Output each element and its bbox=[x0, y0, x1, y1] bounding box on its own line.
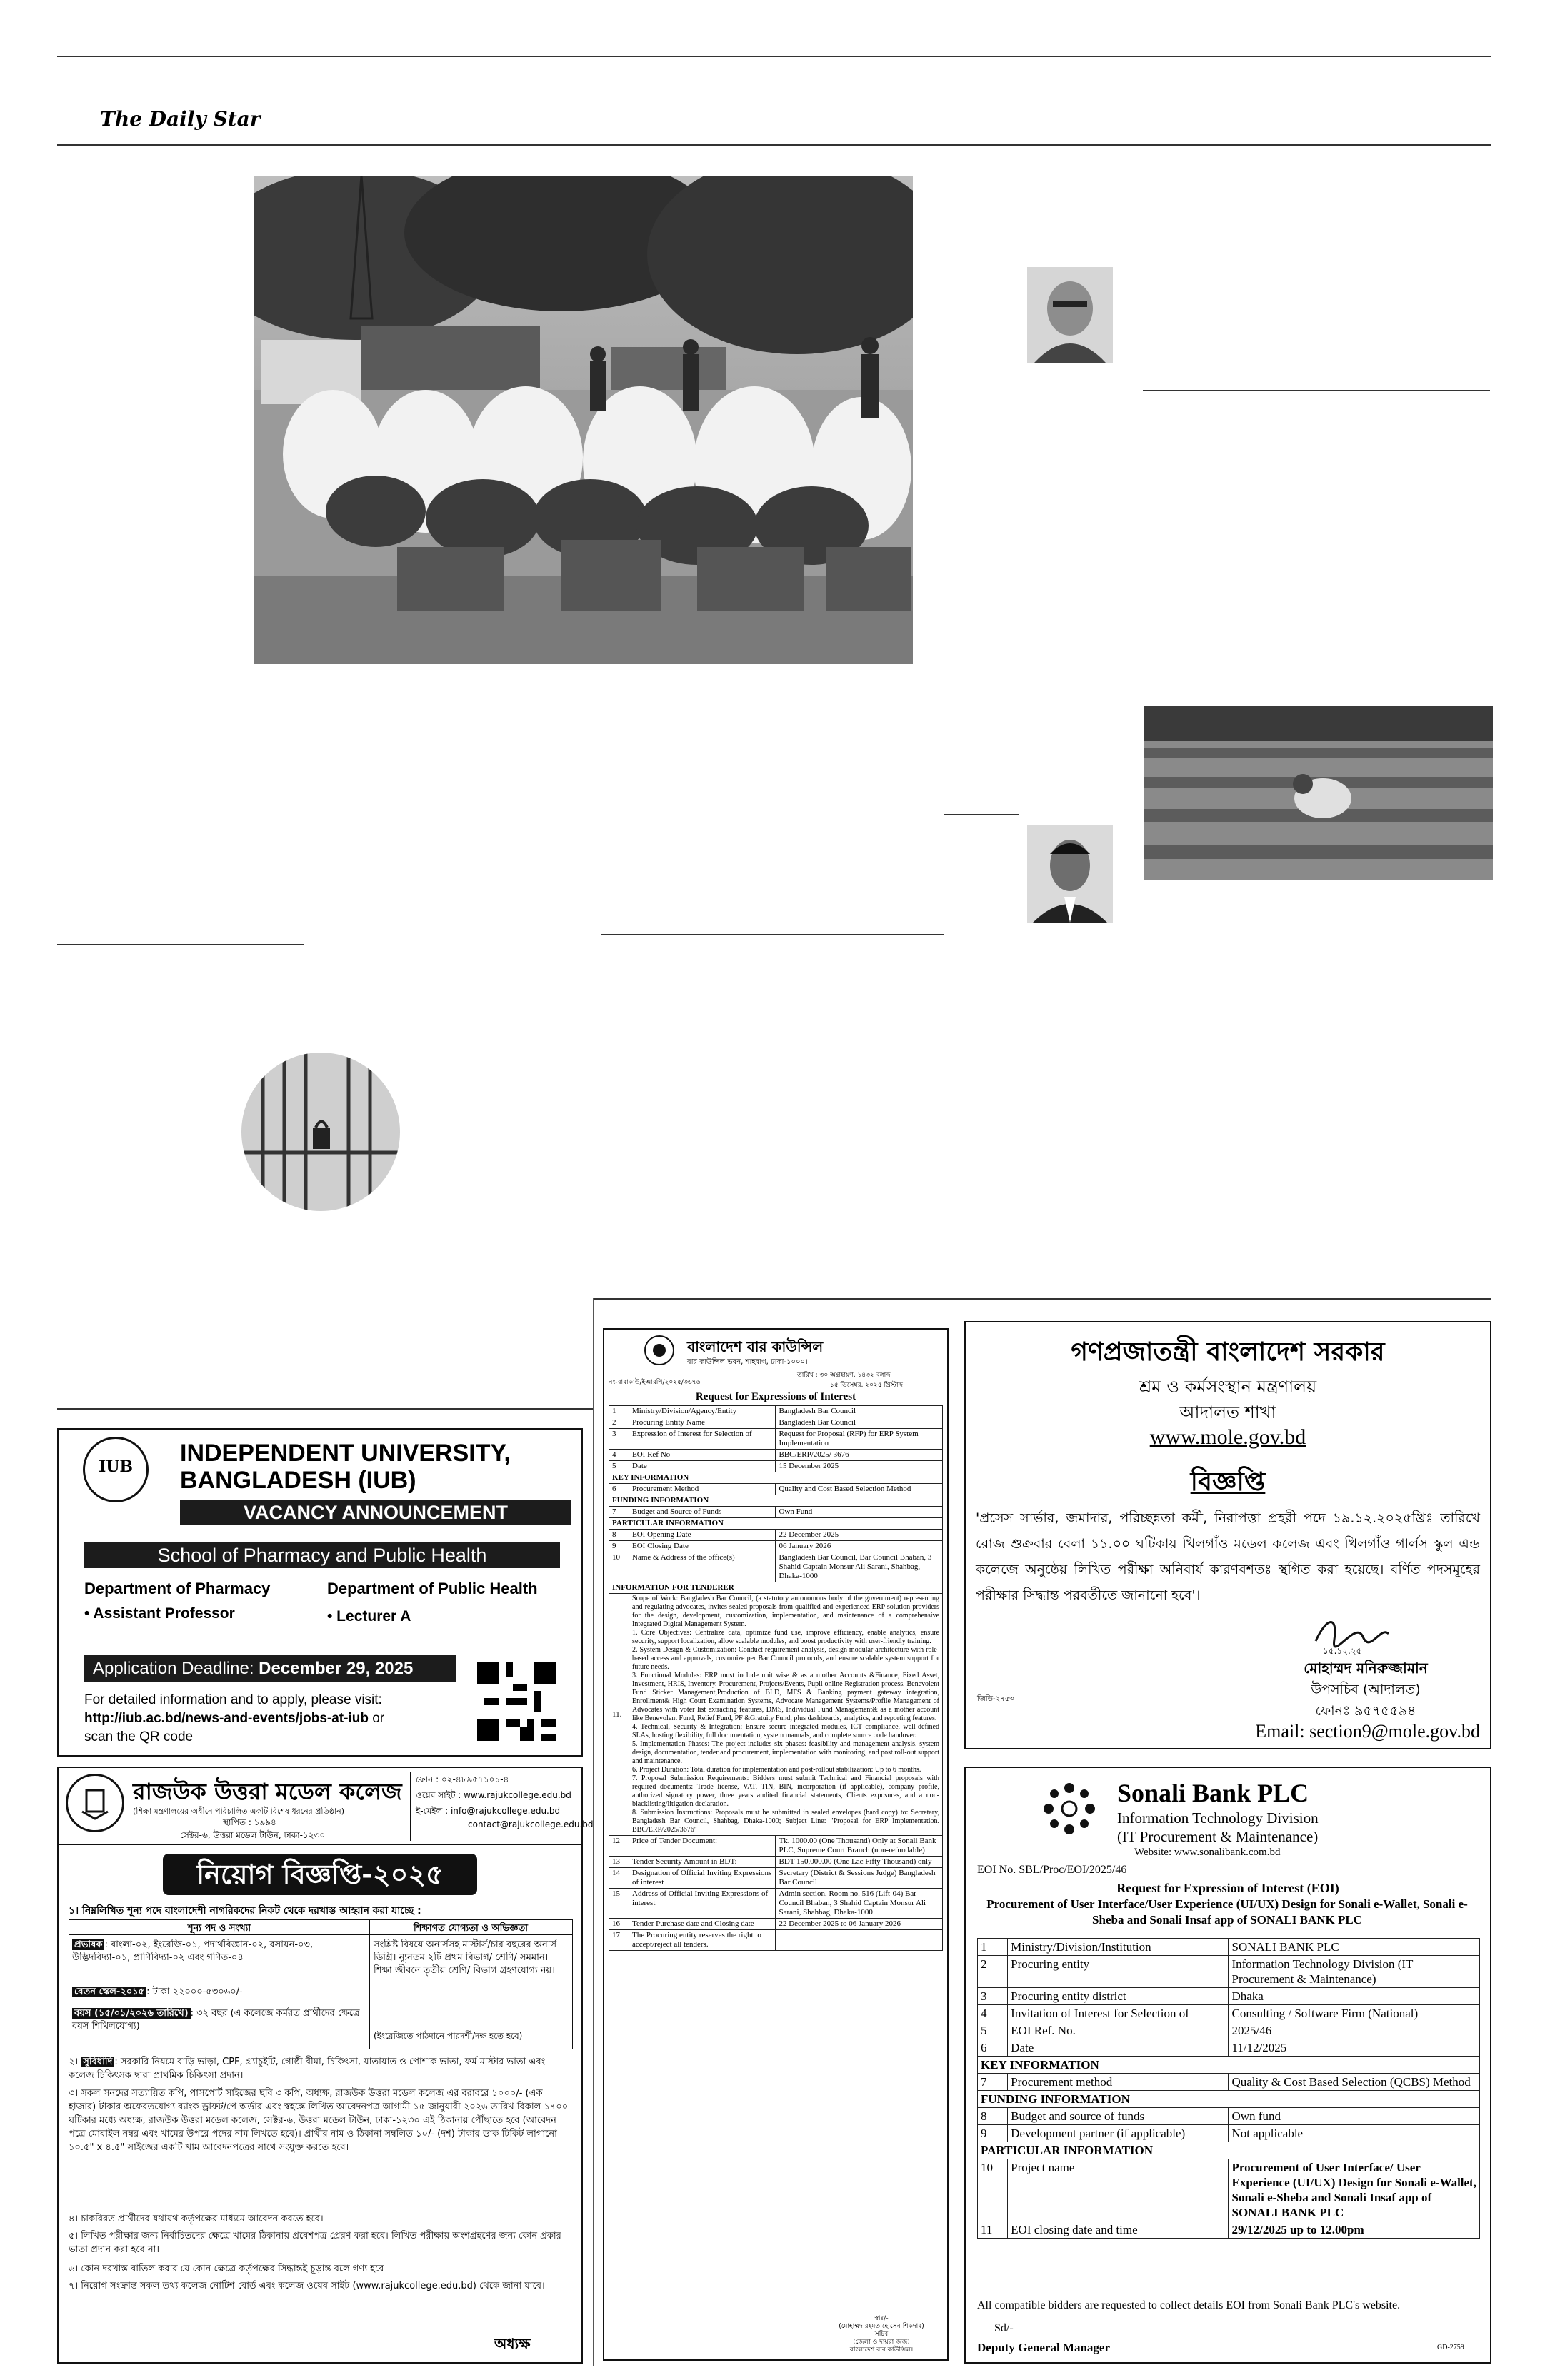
rajuk-col2-head: শিক্ষাগত যোগ্যতা ও অভিজ্ঞতা bbox=[413, 1923, 529, 1934]
row-label: Tender Purchase date and Closing date bbox=[629, 1919, 776, 1930]
row-label: Ministry/Division/Agency/Entity bbox=[629, 1406, 776, 1417]
row-label: Procurement method bbox=[1008, 2074, 1229, 2091]
mole-government: গণপ্রজাতন্ত্রী বাংলাদেশ সরকার bbox=[1071, 1337, 1385, 1367]
rajuk-benefits-number: ২। bbox=[69, 2057, 81, 2067]
table-row bbox=[609, 1930, 943, 1951]
sig-line-5: বাংলাদেশ বার কাউন্সিল। bbox=[849, 2346, 914, 2354]
scope-item: 5. Implementation Phases: The project includes six phases: feasibility and management analysis, system design, documentation, tender and procurement, implementation with monitoring, and post roll-out support and maintenance. bbox=[632, 1740, 939, 1765]
bar-council-date-bn: তারিখ : ৩০ অগ্রহায়ণ, ১৪৩২ বঙ্গাব্দ bbox=[797, 1372, 891, 1379]
sonali-bank-sd: Sd/- bbox=[994, 2322, 1014, 2334]
iub-deadline-date: December 29, 2025 bbox=[259, 1659, 414, 1678]
bar-council-emblem bbox=[644, 1335, 674, 1365]
row-number: 3 bbox=[978, 1988, 1008, 2005]
columnist-portrait-1 bbox=[1027, 267, 1113, 363]
row-number: 5 bbox=[609, 1461, 629, 1472]
radish-market-photo bbox=[254, 176, 913, 664]
row-value: Procurement of User Interface/ User Experience (UI/UX) Design for Sonali e-Wallet, Sonali e-Sheba and Sonali Insaf app of SONALI BANK PLC bbox=[1229, 2159, 1480, 2221]
iub-seal-initials: IUB bbox=[98, 1457, 134, 1476]
rajuk-benefits-text: : সরকারি নিয়মে বাড়ি ভাড়া, CPF, গ্র্যাচুইটি, গোষ্ঠী বীমা, চিকিৎসা, যাতায়াত ও পোশাক ভাতা, ফর্ম মাস্টার ভাতা এবং কলেজ চিকিৎসক দ্বারা প্রাথমিক চিকিৎসা প্রদান। bbox=[69, 2057, 546, 2081]
row-number: 1 bbox=[609, 1406, 629, 1417]
row-number: 5 bbox=[978, 2022, 1008, 2039]
row-label: Ministry/Division/Institution bbox=[1008, 1939, 1229, 1956]
scope-item: 8. Submission Instructions: Proposals must be submitted in sealed envelopes (hard copy) to: Secretary, Bangladesh Bar Council, Shahbag, Dhaka-1000; Subject Line: "Proposal for ERP Implementation. BBC/ERP/2025/3676" bbox=[632, 1809, 939, 1834]
bar-council-key-header: KEY INFORMATION bbox=[609, 1472, 943, 1484]
mole-phone: ফোনঃ ৯৫৭৫৫৯৪ bbox=[1315, 1703, 1416, 1719]
ad-section-rule bbox=[57, 1408, 593, 1410]
sig-line-2: (মোহাম্মদ রহমত হোসেন শিকদার) bbox=[839, 2323, 924, 2330]
sonali-key-header: KEY INFORMATION bbox=[978, 2057, 1480, 2074]
table-row bbox=[978, 1956, 1480, 1988]
row-label: Project name bbox=[1008, 2159, 1229, 2221]
iub-name-line1: INDEPENDENT UNIVERSITY, bbox=[180, 1440, 511, 1467]
row-value: Bangladesh Bar Council, Bar Council Bhaban, 3 Shahid Captain Monsur Ali Sarani, Shahbag, Dhaka-1000 bbox=[776, 1552, 943, 1582]
table-row bbox=[609, 1836, 943, 1857]
row-label: Procuring entity district bbox=[1008, 1988, 1229, 2005]
iub-name-line2: BANGLADESH (IUB) bbox=[180, 1467, 416, 1494]
table-row bbox=[609, 1889, 943, 1919]
row-label: EOI Ref No bbox=[629, 1450, 776, 1461]
row-value: 2025/46 bbox=[1229, 2022, 1480, 2039]
scope-item: 4. Technical, Security & Integration: Ensure secure integrated modules, ICT compliance, well-defined SLAs, hosting flexibility, full documentation, system manuals, and complete source code handover. bbox=[632, 1723, 939, 1739]
row-value bbox=[776, 1930, 943, 1951]
row-number: 15 bbox=[609, 1889, 629, 1919]
row-label: Date bbox=[629, 1461, 776, 1472]
rajuk-email-2[interactable]: contact@rajukcollege.edu.bd bbox=[468, 1819, 594, 1829]
iub-dept-public-health: Department of Public Health bbox=[327, 1580, 538, 1597]
iub-qr-code[interactable] bbox=[477, 1662, 556, 1741]
table-row bbox=[978, 2125, 1480, 2142]
sig-line-4: (জেলা ও দায়রা জজ) bbox=[853, 2339, 910, 2346]
row-value: Secretary (District & Sessions Judge) Bangladesh Bar Council bbox=[776, 1868, 943, 1889]
row-value: Tk. 1000.00 (One Thousand) Only at Sonali Bank PLC, Supreme Court Branch (non-refundable) bbox=[776, 1836, 943, 1857]
rajuk-para-4: ৪। চাকরিরত প্রার্থীদের যথাযথ কর্তৃপক্ষের মাধ্যমে আবেদন করতে হবে। bbox=[69, 2214, 324, 2224]
row-value: Request for Proposal (RFP) for ERP System Implementation bbox=[776, 1429, 943, 1450]
table-row bbox=[978, 2159, 1480, 2221]
mole-officer-name: মোহাম্মদ মনিরুজ্জামান bbox=[1304, 1660, 1428, 1677]
rajuk-col1-head: শূন্য পদ ও সংখ্যা bbox=[187, 1923, 251, 1934]
rajuk-para-6: ৬। কোন দরখাস্ত বাতিল করার যে কোন ক্ষেত্রে কর্তৃপক্ষের সিদ্ধান্তই চূড়ান্ত বলে গণ্য হবে। bbox=[69, 2264, 388, 2274]
column-rule bbox=[57, 944, 304, 945]
bar-council-eoi-ad bbox=[603, 1328, 949, 2361]
rajuk-website[interactable]: ওয়েব সাইট : www.rajukcollege.edu.bd bbox=[416, 1790, 571, 1800]
sonali-bank-name: Sonali Bank PLC bbox=[1117, 1779, 1309, 1807]
table-row bbox=[978, 2221, 1480, 2239]
rajuk-col-divider bbox=[369, 1920, 370, 2049]
row-number: 3 bbox=[609, 1429, 629, 1450]
table-row bbox=[609, 1919, 943, 1930]
row-number: 13 bbox=[609, 1857, 629, 1868]
row-label: EOI closing date and time bbox=[1008, 2221, 1229, 2239]
page-top-rule bbox=[57, 56, 1491, 57]
row-value: BDT 150,000.00 (One Lac Fifty Thousand) only bbox=[776, 1857, 943, 1868]
sonali-bank-website[interactable]: Website: www.sonalibank.com.bd bbox=[1134, 1847, 1281, 1858]
row-number: 8 bbox=[978, 2108, 1008, 2125]
table-row bbox=[978, 2074, 1480, 2091]
row-value: 15 December 2025 bbox=[776, 1461, 943, 1472]
row-value: Bangladesh Bar Council bbox=[776, 1406, 943, 1417]
row-number: 8 bbox=[609, 1530, 629, 1541]
row-value: 29/12/2025 up to 12.00pm bbox=[1229, 2221, 1480, 2239]
row-label: EOI Closing Date bbox=[629, 1541, 776, 1552]
rajuk-qualification: সংশ্লিষ্ট বিষয়ে অনার্সসহ মাস্টার্স/চার বছরের অনার্স ডিগ্রি। ন্যূনতম ২টি প্রথম বিভাগ/ শ্রেণি/ সমমান। শিক্ষা জীবনে তৃতীয় শ্রেণি/ বিভাগ গ্রহণযোগ্য নয়। bbox=[374, 1939, 557, 1976]
bar-council-info-table bbox=[609, 1405, 943, 1951]
row-number: 14 bbox=[609, 1868, 629, 1889]
row-label: Invitation of Interest for Selection of bbox=[1008, 2005, 1229, 2022]
rajuk-header-rule bbox=[59, 1844, 581, 1845]
bar-council-particular-header: PARTICULAR INFORMATION bbox=[609, 1518, 943, 1530]
rajuk-college-ad bbox=[57, 1767, 594, 2364]
row-number: 12 bbox=[609, 1836, 629, 1857]
sonali-bank-footer: All compatible bidders are requested to collect details EOI from Sonali Bank PLC's website. bbox=[977, 2299, 1401, 2311]
rajuk-college-name: রাজউক উত্তরা মডেল কলেজ bbox=[133, 1778, 402, 1805]
mole-notice-title: বিজ্ঞপ্তি bbox=[1190, 1467, 1266, 1497]
rajuk-contact-divider bbox=[410, 1772, 411, 1841]
row-value: 11/12/2025 bbox=[1229, 2039, 1480, 2057]
row-value: Quality & Cost Based Selection (QCBS) Method bbox=[1229, 2074, 1480, 2091]
rajuk-post-detail: : বাংলা-০২, ইংরেজি-০১, পদার্থবিজ্ঞান-০২, রসায়ন-০৩, উদ্ভিদবিদ্যা-০১, প্রাণিবিদ্যা-০২ এবং গণিত-০৪ bbox=[72, 1939, 314, 1963]
bar-council-signature bbox=[819, 2315, 944, 2354]
row-label: Date bbox=[1008, 2039, 1229, 2057]
rajuk-pay-detail: : টাকা ২২০০০-৫৩০৬০/- bbox=[146, 1987, 243, 1997]
row-value: Own Fund bbox=[776, 1507, 943, 1518]
row-number: 6 bbox=[609, 1484, 629, 1495]
row-number: 17 bbox=[609, 1930, 629, 1951]
row-label: Address of Official Inviting Expressions of interest bbox=[629, 1889, 776, 1919]
row-number: 7 bbox=[609, 1507, 629, 1518]
sonali-particular-header: PARTICULAR INFORMATION bbox=[978, 2142, 1480, 2159]
rajuk-phone: ফোন : ০২-৪৮৯৫৭১০১-৪ bbox=[416, 1774, 509, 1784]
row-value: Admin section, Room no. 516 (Lift-04) Bar Council Bhaban, 3 Shahid Captain Monsur Ali Sarani, Shahbag, Dhaka-1000 bbox=[776, 1889, 943, 1919]
table-row bbox=[609, 1417, 943, 1429]
rajuk-logo-icon bbox=[66, 1774, 124, 1832]
row-number: 9 bbox=[978, 2125, 1008, 2142]
row-label: EOI Ref. No. bbox=[1008, 2022, 1229, 2039]
sonali-bank-title-1: Request for Expression of Interest (EOI) bbox=[1116, 1881, 1339, 1895]
mole-ministry: শ্রম ও কর্মসংস্থান মন্ত্রণালয় bbox=[1139, 1377, 1317, 1397]
sonali-bank-title-2: Procurement of User Interface/User Experience (UI/UX) Design for Sonali e-Wallet, Sonali e-Sheba and Sonali Insaf app of SONALI BANK PLC bbox=[986, 1897, 1468, 1927]
rajuk-signoff: অধ্যক্ষ bbox=[494, 2335, 531, 2352]
iub-school-banner: School of Pharmacy and Public Health bbox=[84, 1542, 560, 1568]
mole-email[interactable]: Email: section9@mole.gov.bd bbox=[1255, 1721, 1480, 1742]
bar-council-fund-header: FUNDING INFORMATION bbox=[609, 1495, 943, 1507]
row-label: Budget and source of funds bbox=[1008, 2108, 1229, 2125]
rajuk-para-7: ৭। নিয়োগ সংক্রান্ত সকল তথ্য কলেজ নোটিশ বোর্ড এবং কলেজ ওয়েব সাইট (www.rajukcollege.edu.bd) থেকে জানা যাবে। bbox=[69, 2281, 545, 2291]
rajuk-benefits-label: সুবিধাদি bbox=[81, 2057, 114, 2067]
rajuk-post-label: প্রভাষক bbox=[72, 1939, 104, 1950]
rajuk-para-3: ৩। সকল সনদের সত্যায়িত কপি, পাসপোর্ট সাইজের ছবি ৩ কপি, অধ্যক্ষ, রাজউক উত্তরা মডেল কলেজ এর বরাবরে ১০০০/- (এক হাজার) টাকার অফেরতযোগ্য ব্যাংক ড্রাফট/পে অর্ডার এবং স্বহস্তে লিখিত আবেদনপত্র আগামী ১৫ জানুয়ারী ২০২৬ তারিখ বিকাল ১৭০০ ঘটিকার মধ্যে অধ্যক্ষ, রাজউক উত্তরা মডেল কলেজ, সেক্টর-৬, উত্তরা মডেল টাউন, ঢাকা-১২৩০ এই ঠিকানায় পৌঁছাতে হবে (আবেদন পত্রে মোবাইল নম্বর এবং খামের উপরে পদের নাম লিখতে হবে)। প্রার্থীর নাম ও ঠিকানা সম্বলিত ১০/- (দশ) টাকার ডাক টিকিট লাগানো ১০.৫" x ৪.৫" সাইজের একটি খাম আবেদনপত্রের সাথে সংযুক্ত করতে হবে। bbox=[69, 2088, 569, 2153]
table-row bbox=[978, 2022, 1480, 2039]
row-number: 2 bbox=[609, 1417, 629, 1429]
row-value: Information Technology Division (IT Procurement & Maintenance) bbox=[1229, 1956, 1480, 1988]
masthead-rule bbox=[57, 144, 1491, 146]
rajuk-pay-block bbox=[72, 1986, 365, 1999]
row-number: 7 bbox=[978, 2074, 1008, 2091]
row-number: 10 bbox=[978, 2159, 1008, 2221]
row-label: The Procuring entity reserves the right to accept/reject all tenders. bbox=[629, 1930, 776, 1951]
row-number: 4 bbox=[978, 2005, 1008, 2022]
iub-dept-pharmacy-post: • Assistant Professor bbox=[84, 1605, 235, 1622]
mole-notice-ad bbox=[964, 1321, 1491, 1749]
rajuk-age-detail: : ৩২ বছর (এ কলেজে কর্মরত প্রার্থীদের ক্ষেত্রে বয়স শিথিলযোগ্য) bbox=[72, 2008, 360, 2032]
farmer-field-photo bbox=[1144, 706, 1493, 880]
column-rule bbox=[601, 934, 944, 935]
table-row bbox=[978, 2039, 1480, 2057]
row-value: SONALI BANK PLC bbox=[1229, 1939, 1480, 1956]
sonali-bank-info-table bbox=[977, 1938, 1480, 2239]
row-value: 22 December 2025 to 06 January 2026 bbox=[776, 1919, 943, 1930]
rajuk-pay-label: বেতন স্কেল-২০১৫ bbox=[72, 1987, 146, 1997]
iub-dept-pharmacy: Department of Pharmacy bbox=[84, 1580, 271, 1597]
row-number: 10 bbox=[609, 1552, 629, 1582]
bar-council-tenderer-header: INFORMATION FOR TENDERER bbox=[609, 1582, 943, 1594]
table-row bbox=[978, 2005, 1480, 2022]
sonali-bank-logo-icon bbox=[1040, 1779, 1099, 1838]
sonali-fund-header: FUNDING INFORMATION bbox=[978, 2091, 1480, 2108]
sonali-bank-signer: Deputy General Manager bbox=[977, 2341, 1111, 2354]
table-row bbox=[609, 1484, 943, 1495]
scope-item: 6. Project Duration: Total duration for implementation and post-rollout stabilization: Up to 6 months. bbox=[632, 1766, 921, 1774]
bar-council-address: বার কাউন্সিল ভবন, শাহবাগ, ঢাকা-১০০০। bbox=[687, 1358, 808, 1366]
row-label: Procuring entity bbox=[1008, 1956, 1229, 1988]
iub-vacancy-banner: VACANCY ANNOUNCEMENT bbox=[180, 1500, 571, 1525]
rajuk-notice-title: নিয়োগ বিজ্ঞপ্তি-২০২৫ bbox=[163, 1854, 477, 1895]
row-label: Name & Address of the office(s) bbox=[629, 1552, 776, 1582]
bar-council-memo: নং-বাবাকাউ/ইআরপি/২০২৫/৩৬৭৬ bbox=[609, 1379, 701, 1386]
row-number: 16 bbox=[609, 1919, 629, 1930]
row-value: 06 January 2026 bbox=[776, 1541, 943, 1552]
row-label: EOI Opening Date bbox=[629, 1530, 776, 1541]
row-label: Procurement Method bbox=[629, 1484, 776, 1495]
bar-council-scope-intro: Scope of Work: Bangladesh Bar Council, (a statutory autonomous body of the government) representing and regulating advocates, invites sealed proposals from qualified and experienced ERP solution providers for the design, development, customization, implementation, and maintenance of a comprehensive Integrated Digital Management System. bbox=[632, 1595, 939, 1628]
scope-item: 1. Core Objectives: Centralize data, optimize fund use, improve efficiency, enable analytics, ensure security, support localization, allow scalable modules, and boost productivity with user-friendly training. bbox=[632, 1629, 939, 1645]
iub-vacancy-ad bbox=[57, 1428, 583, 1757]
iub-deadline-banner bbox=[84, 1655, 456, 1682]
mole-website[interactable]: www.mole.gov.bd bbox=[1149, 1425, 1306, 1449]
row-label: Price of Tender Document: bbox=[629, 1836, 776, 1857]
rajuk-age-label: বয়স (১৫/০১/২০২৬ তারিখে) bbox=[72, 2008, 191, 2019]
rajuk-qualification-note: (ইংরেজিতে পাঠদানে পারদর্শী/দক্ষ হতে হবে) bbox=[374, 2031, 523, 2041]
row-value: Own fund bbox=[1229, 2108, 1480, 2125]
mole-designation: উপসচিব (আদালত) bbox=[1311, 1682, 1421, 1697]
rajuk-established: স্থাপিত : ১৯৯৪ bbox=[223, 1817, 276, 1827]
row-value: Not applicable bbox=[1229, 2125, 1480, 2142]
row-value: Quality and Cost Based Selection Method bbox=[776, 1484, 943, 1495]
rajuk-address: সেক্টর-৬, উত্তরা মডেল টাউন, ঢাকা-১২৩০ bbox=[180, 1830, 326, 1840]
row-label: Procuring Entity Name bbox=[629, 1417, 776, 1429]
iub-info-line3: scan the QR code bbox=[84, 1729, 194, 1744]
row-value: Dhaka bbox=[1229, 1988, 1480, 2005]
rajuk-age-block bbox=[72, 2007, 365, 2033]
row-label: Development partner (if applicable) bbox=[1008, 2125, 1229, 2142]
column-rule bbox=[944, 814, 1019, 815]
row-number: 11. bbox=[609, 1594, 629, 1836]
bar-council-title: Request for Expressions of Interest bbox=[695, 1391, 856, 1402]
table-row bbox=[609, 1406, 943, 1417]
table-row bbox=[609, 1450, 943, 1461]
mole-sign-date: ১৫.১২.২৫ bbox=[1323, 1646, 1362, 1656]
row-number: 9 bbox=[609, 1541, 629, 1552]
row-value: Bangladesh Bar Council bbox=[776, 1417, 943, 1429]
column-rule bbox=[1143, 390, 1490, 391]
scope-item: 7. Proposal Submission Requirements: Bidders must submit Technical and Financial proposals with required documents: Trade license, VAT, TIN, BIN, incorporation (if applicable), company profile, authorized signatory power, three years audited financial statements, Clients exposures, and a non-blacklisting/litigation declaration. bbox=[632, 1774, 939, 1808]
scope-item: 3. Functional Modules: ERP must include unit wise & as a mother Accounts &Finance, Fixed Asset, Investment, HRIS, Inventory, Procurement, Projects/Events, Pupil online Registration process, Benevolent Fund Sticker Management,Production of BLD, MFS & Banking payment gateway integration, Enrollment& High Court Examination Systems, Advocate Management Systems/Profile Management of Advocates with voter list extracting features, DMS, Individual Fund Management& as a mother account like Benevolent Fund, Relief Fund, PF &Gratuity Fund, plus dashboards, analytics, and reporting features. bbox=[632, 1672, 939, 1722]
sonali-bank-subdivision: (IT Procurement & Maintenance) bbox=[1117, 1828, 1319, 1845]
table-row bbox=[609, 1429, 943, 1450]
rajuk-benefits bbox=[69, 2055, 571, 2082]
mole-notice-body: 'প্রসেস সার্ভার, জমাদার, পরিচ্ছন্নতা কর্মী, নিরাপত্তা প্রহরী পদে ১৯.১২.২০২৫খ্রিঃ তারিখে রোজ শুক্রবার বেলা ১১.০০ ঘটিকায় খিলগাঁও মডেল কলেজ এবং খিলগাঁও গার্লস স্কুল এন্ড কলেজে অনুষ্ঠেয় লিখিত পরীক্ষা অনিবার্য কারণবশতঃ স্থগিত করা হয়েছে। বর্ণিত পদসমূহের পরীক্ষার সিদ্ধান্ত পরবর্তীতে জানানো হবে'। bbox=[976, 1510, 1480, 1603]
sonali-bank-eoi-ad bbox=[964, 1767, 1491, 2364]
table-row bbox=[609, 1857, 943, 1868]
iub-dept-public-health-post: • Lecturer A bbox=[327, 1608, 411, 1625]
rajuk-email[interactable]: ই-মেইল : info@rajukcollege.edu.bd bbox=[416, 1806, 561, 1816]
row-number: 6 bbox=[978, 2039, 1008, 2057]
sig-line-3: সচিব bbox=[874, 2331, 889, 2338]
iub-info-line2 bbox=[84, 1711, 384, 1727]
iub-deadline-prefix: Application Deadline: bbox=[93, 1659, 259, 1678]
iub-info-line1: For detailed information and to apply, please visit: bbox=[84, 1692, 382, 1707]
locked-gate-photo bbox=[241, 1053, 400, 1211]
row-label: Budget and Source of Funds bbox=[629, 1507, 776, 1518]
bar-council-scope-row bbox=[609, 1594, 943, 1836]
table-row bbox=[609, 1530, 943, 1541]
mole-wing: আদালত শাখা bbox=[1179, 1402, 1276, 1422]
iub-info-url[interactable]: http://iub.ac.bd/news-and-events/jobs-at-iub bbox=[84, 1711, 369, 1726]
row-value: BBC/ERP/2025/ 3676 bbox=[776, 1450, 943, 1461]
bar-council-date-bn-2: ১৫ ডিসেম্বর, ২০২৫ খ্রিস্টাব্দ bbox=[830, 1382, 903, 1389]
table-row bbox=[609, 1868, 943, 1889]
table-row bbox=[609, 1507, 943, 1518]
table-row bbox=[609, 1552, 943, 1582]
row-value: 22 December 2025 bbox=[776, 1530, 943, 1541]
rajuk-para-5: ৫। লিখিত পরীক্ষার জন্য নির্বাচিতদের ক্ষেত্রে খামের ঠিকানায় প্রবেশপত্র প্রেরণ করা হবে। লিখিত পরীক্ষায় অংশগ্রহণের জন্য কোন প্রকার ভাতা প্রদান করা হবে না। bbox=[69, 2231, 561, 2255]
sonali-bank-division: Information Technology Division bbox=[1117, 1809, 1319, 1827]
bar-council-name: বাংলাদেশ বার কাউন্সিল bbox=[687, 1338, 824, 1355]
table-row bbox=[609, 1541, 943, 1552]
row-label: Tender Security Amount in BDT: bbox=[629, 1857, 776, 1868]
table-row bbox=[978, 1988, 1480, 2005]
rajuk-intro: ১। নিম্নলিখিত শূন্য পদে বাংলাদেশী নাগরিকদের নিকট থেকে দরখাস্ত আহ্বান করা যাচ্ছে : bbox=[69, 1905, 421, 1917]
columnist-portrait-2 bbox=[1027, 825, 1113, 923]
masthead-logo: The Daily Star bbox=[100, 107, 261, 131]
iub-seal bbox=[83, 1437, 149, 1502]
iub-info-or: or bbox=[368, 1711, 385, 1726]
table-row bbox=[978, 2108, 1480, 2125]
rajuk-post-table bbox=[69, 1919, 573, 2049]
bar-council-scope bbox=[629, 1594, 943, 1836]
table-row bbox=[978, 1939, 1480, 1956]
row-number: 11 bbox=[978, 2221, 1008, 2239]
row-value: Consulting / Software Firm (National) bbox=[1229, 2005, 1480, 2022]
ad-section-vrule bbox=[593, 1298, 594, 2366]
rajuk-subtitle: (শিক্ষা মন্ত্রণালয়ের অধীনে পরিচালিত একটি বিশেষ ধরনের প্রতিষ্ঠান) bbox=[133, 1807, 345, 1816]
mole-code: জিডি-২৭৫৩ bbox=[977, 1695, 1014, 1703]
ad-section-rule bbox=[593, 1298, 1491, 1300]
rajuk-post-block bbox=[72, 1939, 365, 1964]
row-number: 1 bbox=[978, 1939, 1008, 1956]
sonali-bank-eoi-number: EOI No. SBL/Proc/EOI/2025/46 bbox=[977, 1864, 1127, 1876]
row-label: Expression of Interest for Selection of bbox=[629, 1429, 776, 1450]
sonali-bank-code: GD-2759 bbox=[1437, 2344, 1464, 2351]
row-label: Designation of Official Inviting Expressions of interest bbox=[629, 1868, 776, 1889]
sig-line-1: স্বাঃ/- bbox=[874, 2315, 889, 2322]
row-number: 4 bbox=[609, 1450, 629, 1461]
table-row bbox=[609, 1461, 943, 1472]
row-number: 2 bbox=[978, 1956, 1008, 1988]
scope-item: 2. System Design & Customization: Conduct requirement analysis, design modular architecture with role-based access and approvals, customize per Bar Council protocols, and ensure scalable system support for future needs. bbox=[632, 1646, 939, 1671]
